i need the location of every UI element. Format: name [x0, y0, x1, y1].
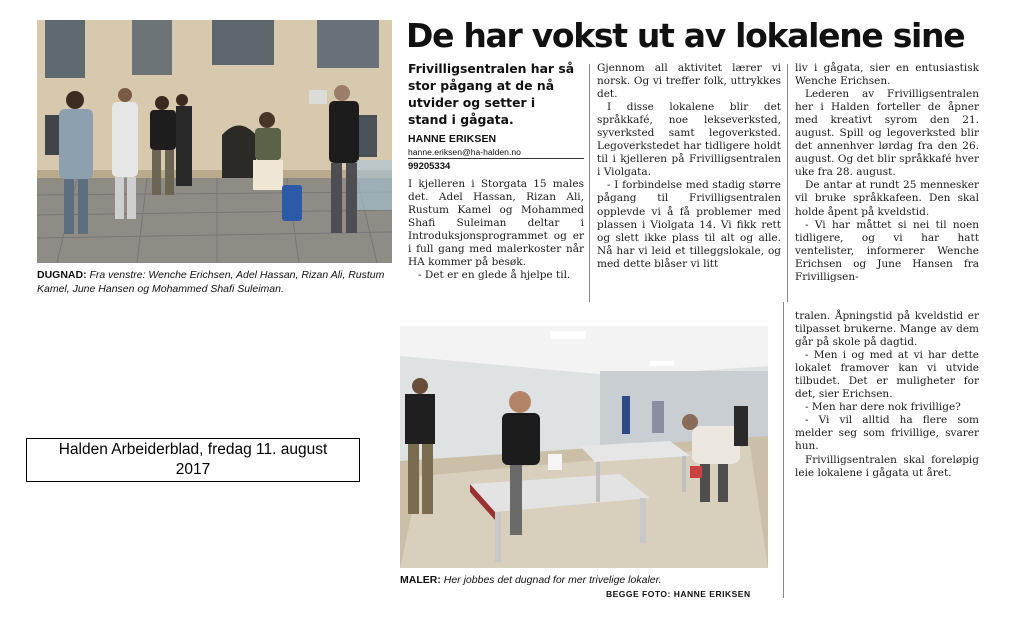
- column-divider: [783, 302, 784, 598]
- article-byline: HANNE ERIKSEN: [408, 133, 497, 145]
- caption-text-dugnad: Fra venstre: Wenche Erichsen, Adel Hassan, Rizan Ali, Rustum Kamel, June Hansen og Mohammed Shafi Suleiman.: [37, 269, 385, 295]
- paragraph: Lederen av Frivilligsentralen her i Halden forteller de åpner med kreativt syrom den 21. august. Spill og legoverksted blir det annenhver lørdag fra den 26. august. Og det blir språkkafé hver uke fra 28. august.: [795, 88, 979, 179]
- source-label-box: [26, 438, 360, 482]
- paragraph: De antar at rundt 25 mennesker vil bruke språkkafeen. Den skal holde åpent på kveldstid.: [795, 179, 979, 218]
- caption-text-maler: Her jobbes det dugnad for mer trivelige lokaler.: [443, 574, 662, 586]
- paragraph: Gjennom all aktivitet lærer vi norsk. Og vi treffer folk, uttrykkes det.: [597, 62, 781, 101]
- photo-maler-image: [400, 326, 768, 568]
- paragraph: - Vi har måttet si nei til noen tidligere, og vi har hatt ventelister, informerer Wenche Erichsen og June Hansen fra Frivilligsen-: [795, 218, 979, 283]
- source-line-1: Halden Arbeiderblad, fredag 11. august: [58, 441, 328, 458]
- paragraph: - I forbindelse med stadig større pågang til Frivilligsentralen opplevde vi å få problemer med plassen i Violgata 14. Vi fikk rett og slett ikke plass til alt og alle. Nå har vi leid et tilleggslokale, og med dette blåser vi litt: [597, 179, 781, 270]
- column-divider: [787, 64, 788, 302]
- article-lead: Frivilligsentralen har så stor pågang at de nå utvider og setter i stand i gågata.: [408, 61, 575, 127]
- caption-label-maler: MALER:: [400, 574, 441, 586]
- caption-label-dugnad: DUGNAD:: [37, 269, 87, 281]
- paragraph: - Vi vil alltid ha flere som melder seg som frivillige, svarer hun.: [795, 414, 979, 453]
- article-column-2: [597, 62, 781, 271]
- article-column-3: [795, 62, 979, 284]
- byline-divider: [408, 158, 584, 159]
- article-column-1: [408, 178, 584, 282]
- photo-maler: [400, 326, 768, 568]
- paragraph: liv i gågata, sier en entusiastisk Wenche Erichsen.: [795, 62, 979, 88]
- photo-maler-caption: [400, 573, 772, 587]
- source-line-2: 2017: [175, 461, 211, 478]
- column-divider: [589, 64, 590, 302]
- paragraph: I kjelleren i Storgata 15 males det. Adel Hassan, Rizan Ali, Rustum Kamel og Mohammed Shafi Suleiman deltar i Introduksjonsprogrammet og er i full gang med malerkoster når HA kommer på besøk.: [408, 178, 584, 269]
- author-phone: 99205334: [408, 161, 451, 172]
- photo-dugnad-caption: [37, 268, 397, 296]
- article-column-4: [795, 310, 979, 480]
- paragraph: - Men i og med at vi har dette lokalet framover kan vi utvide tilbudet. Det er muligheter for det, sier Erichsen.: [795, 349, 979, 401]
- author-email: hanne.eriksen@ha-halden.no: [408, 147, 521, 157]
- paragraph: - Men har dere nok frivillige?: [805, 401, 961, 414]
- photo-dugnad: [37, 20, 392, 263]
- paragraph: tralen. Åpningstid på kveldstid er tilpasset brukerne. Mange av dem går på skole på dagtid.: [795, 310, 979, 349]
- article-headline: De har vokst ut av lokalene sine: [406, 16, 965, 55]
- paragraph: I disse lokalene blir det språkkafé, noe lekseverksted, syverksted samt legoverksted. Legoverkstedet har tidligere holdt til i kjelleren på Frivilligsentralen i Violgata.: [597, 101, 781, 179]
- paragraph: - Det er en glede å hjelpe til.: [418, 269, 571, 282]
- paragraph: Frivilligsentralen skal foreløpig leie lokalene i gågata ut året.: [795, 453, 979, 479]
- photo-credit: BEGGE FOTO: HANNE ERIKSEN: [606, 589, 751, 599]
- photo-dugnad-image: [37, 20, 392, 263]
